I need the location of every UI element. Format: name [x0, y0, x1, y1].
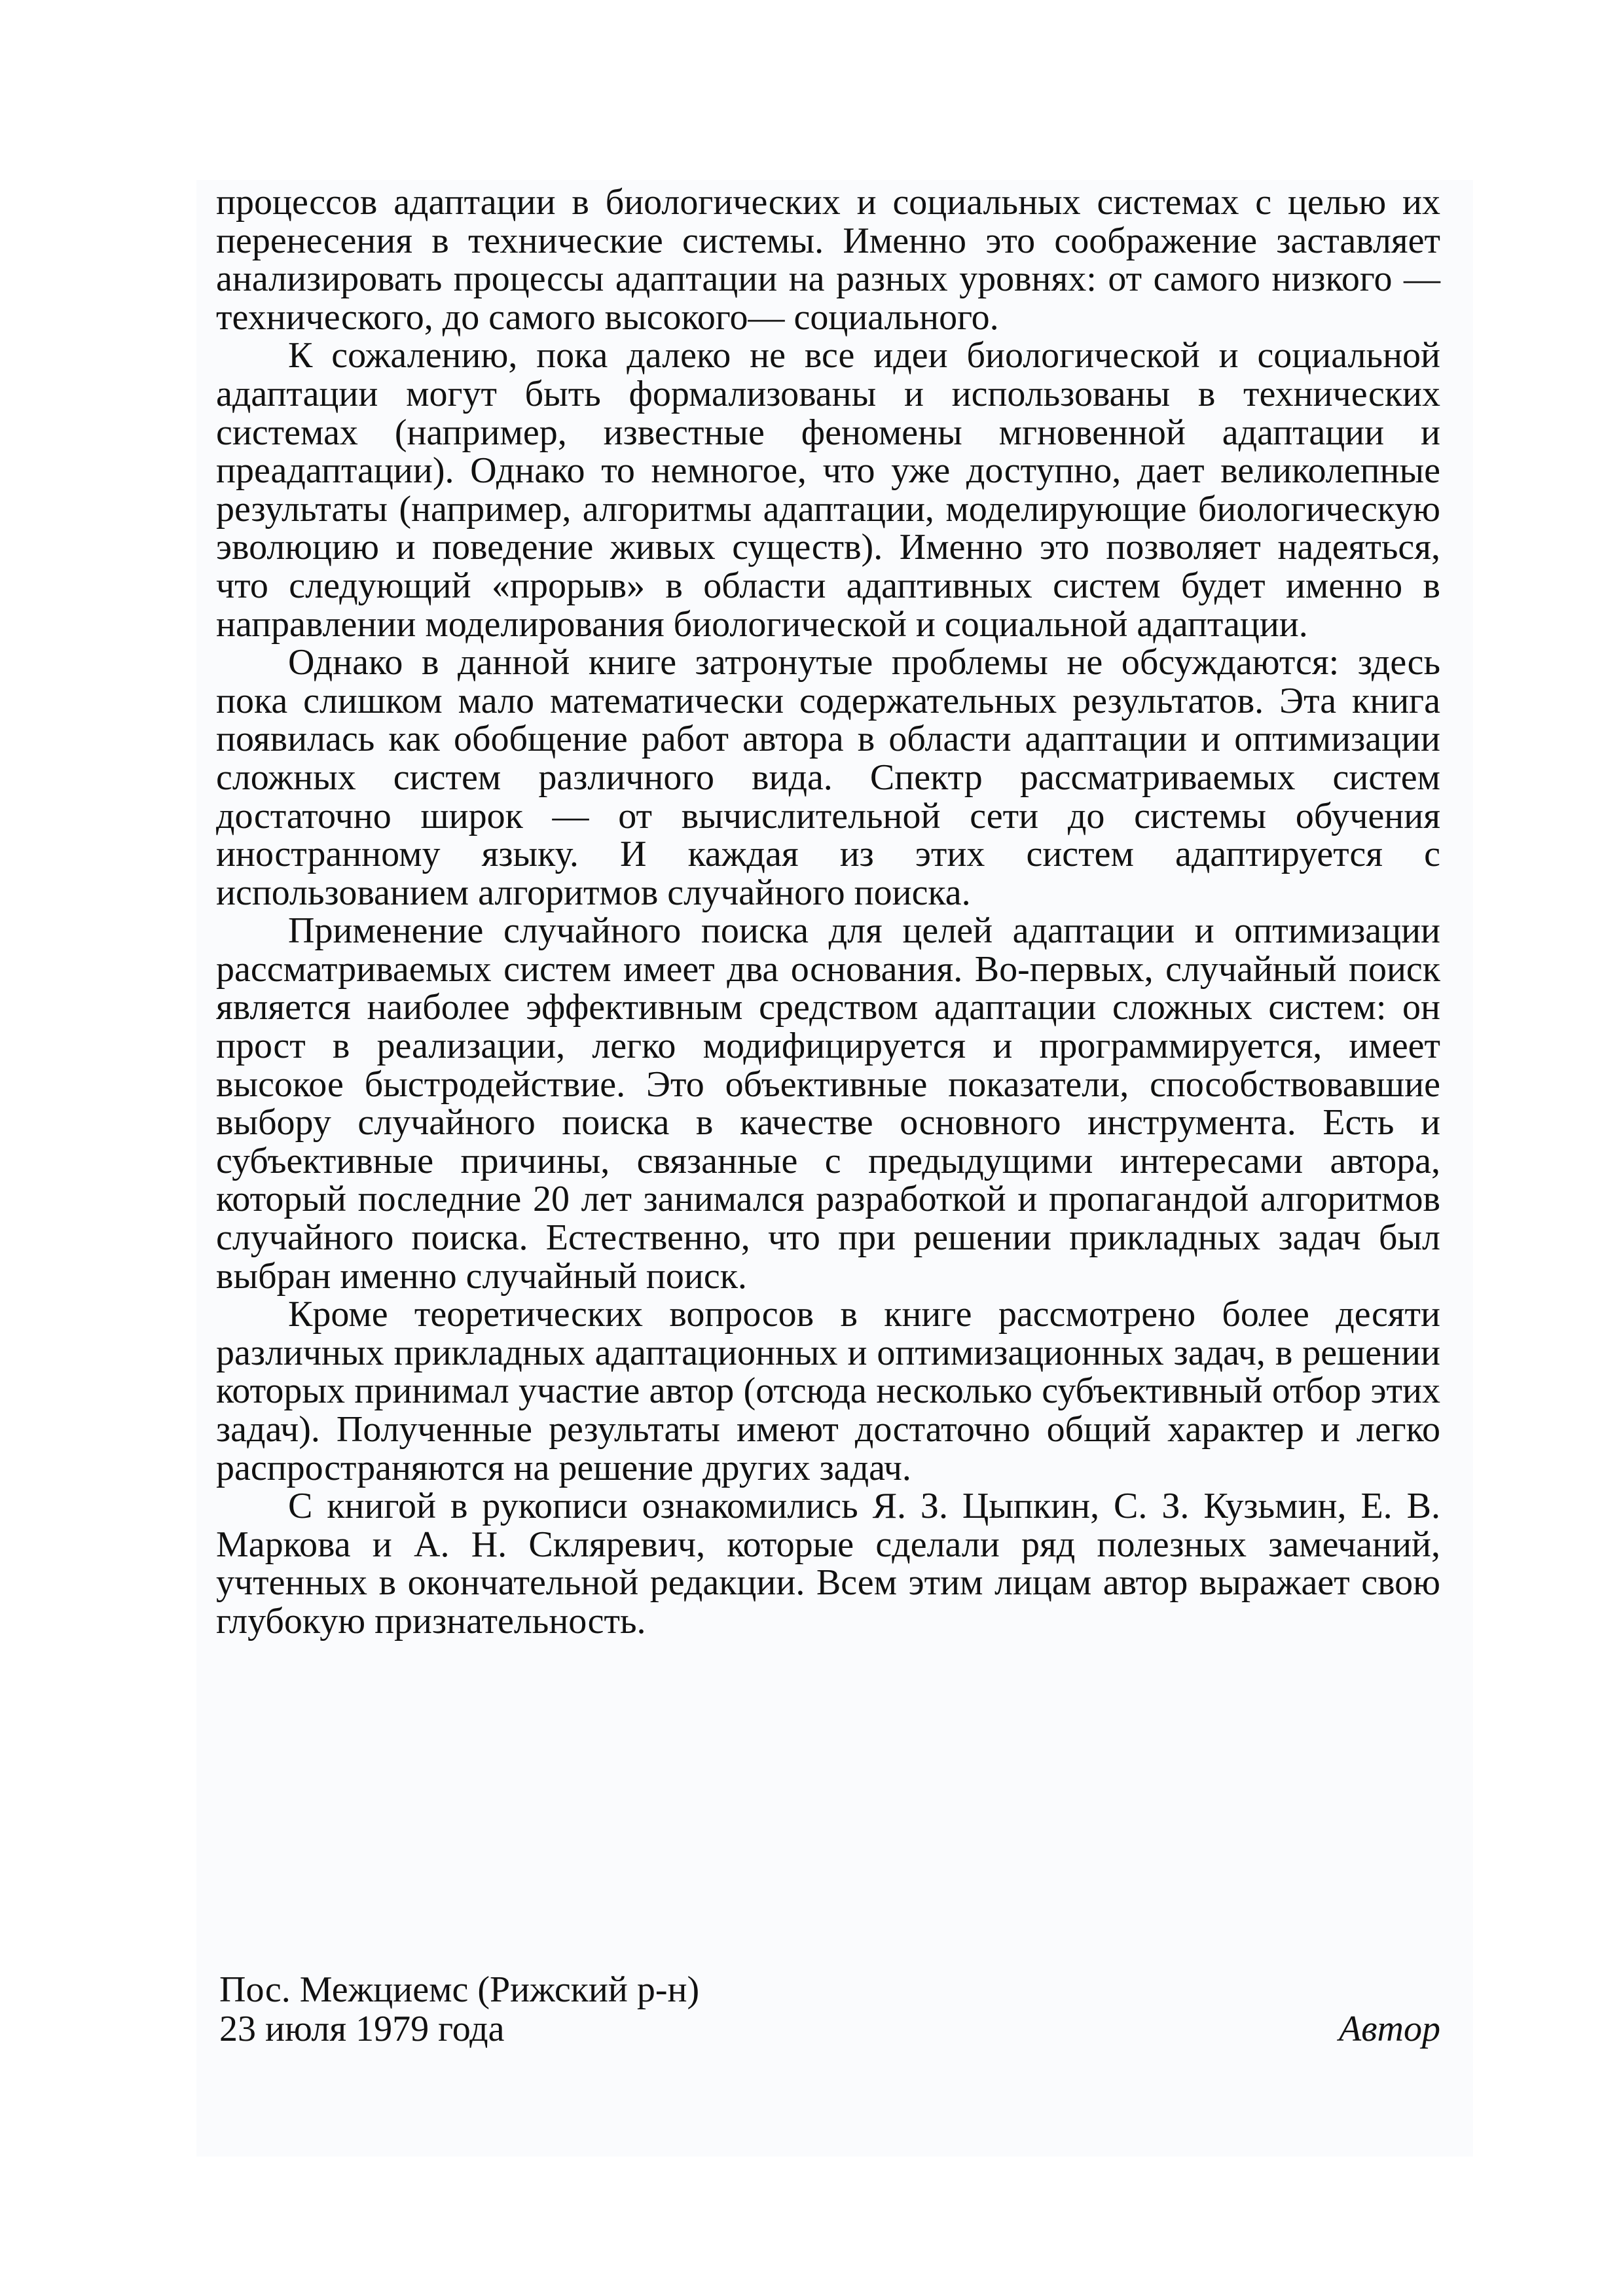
document-body: [216, 183, 1440, 1641]
paragraph: Однако в данной книге затронутые проблемы не обсуждаются: здесь пока слишком мало математически содержательных результатов. Эта книга появилась как обобщение работ автора в области адаптации и оптимизации сложных систем различного вида. Спектр рассматриваемых систем достаточно широк — от вычислительной сети до системы обучения иностранному языку. И каждая из этих систем адаптируется с использованием алгоритмов случайного поиска.: [216, 642, 1440, 913]
footer-signature: Автор: [1339, 2009, 1440, 2049]
footer-place: Пос. Межциемс (Рижский р-н): [219, 1969, 700, 2010]
paragraph: С книгой в рукописи ознакомились Я. З. Цыпкин, С. З. Кузьмин, Е. В. Маркова и А. Н. Скляревич, которые сделали ряд полезных замечаний, учтенных в окончательной редакции. Всем этим лицам автор выражает свою глубокую признательность.: [216, 1486, 1440, 1641]
paragraph: Кроме теоретических вопросов в книге рассмотрено более десяти различных прикладных адаптационных и оптимизационных задач, в решении которых принимал участие автор (отсюда несколько субъективный отбор этих задач). Полученные результаты имеют достаточно общий характер и легко распространяются на решение других задач.: [216, 1294, 1440, 1488]
document-footer: [219, 1970, 1440, 2049]
paragraph: К сожалению, пока далеко не все идеи биологической и социальной адаптации могут быть формализованы и использованы в технических системах (например, известные феномены мгновенной адаптации и преадаптации). Однако то немногое, что уже доступно, дает великолепные результаты (например, алгоритмы адаптации, моделирующие биологическую эволюцию и поведение живых существ). Именно это позволяет надеяться, что следующий «прорыв» в области адаптивных систем будет именно в направлении моделирования биологической и социальной адаптации.: [216, 335, 1440, 645]
footer-date: 23 июля 1979 года: [219, 2009, 505, 2049]
paragraph-continuation: процессов адаптации в биологических и социальных системах с целью их перенесения в технические системы. Именно это соображение заставляет анализировать процессы адаптации на разных уровнях: от самого низкого — технического, до самого высокого— социального.: [216, 182, 1440, 338]
footer-row: [219, 2009, 1440, 2049]
paragraph: Применение случайного поиска для целей адаптации и оптимизации рассматриваемых систем имеет два основания. Во-первых, случайный поиск является наиболее эффективным средством адаптации сложных систем: он прост в реализации, легко модифицируется и программируется, имеет высокое быстродействие. Это объективные показатели, способствовавшие выбору случайного поиска в качестве основного инструмента. Есть и субъективные причины, связанные с предыдущими интересами автора, который последние 20 лет занимался разработкой и пропагандой алгоритмов случайного поиска. Естественно, что при решении прикладных задач был выбран именно случайный поиск.: [216, 910, 1440, 1297]
